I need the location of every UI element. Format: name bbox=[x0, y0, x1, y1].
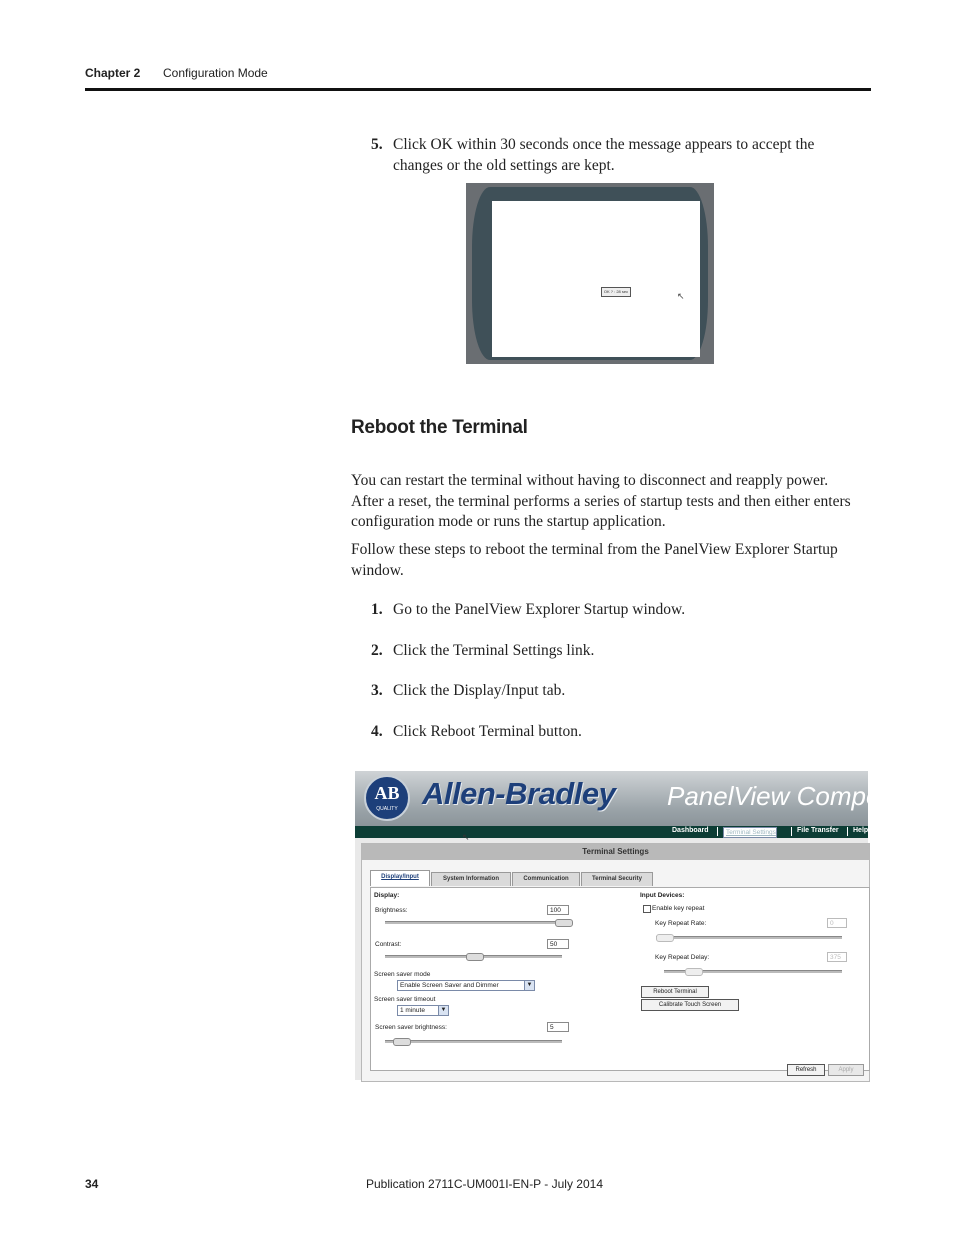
display-heading: Display: bbox=[374, 892, 400, 899]
paragraph-line: configuration mode or runs the startup application. bbox=[351, 513, 666, 530]
logo-quality: QUALITY bbox=[376, 806, 398, 812]
step-2 bbox=[371, 640, 851, 662]
step-number: 3. bbox=[371, 682, 383, 699]
banner bbox=[355, 771, 895, 826]
product-name: PanelView Compon bbox=[667, 781, 895, 811]
reboot-terminal-button[interactable]: Reboot Terminal bbox=[641, 986, 709, 998]
step-text-line2: changes or the old settings are kept. bbox=[393, 157, 615, 174]
apply-button[interactable]: Apply bbox=[828, 1064, 864, 1076]
nav-file-transfer[interactable]: File Transfer bbox=[797, 827, 839, 834]
section-heading: Reboot the Terminal bbox=[351, 417, 528, 438]
contrast-input[interactable]: 50 bbox=[547, 939, 569, 949]
contrast-slider-thumb[interactable] bbox=[466, 953, 484, 961]
step-text: Go to the PanelView Explorer Startup window. bbox=[393, 601, 686, 618]
panelview-explorer-figure bbox=[355, 771, 895, 1080]
step-3 bbox=[371, 680, 851, 702]
chapter-title: Configuration Mode bbox=[163, 66, 268, 80]
contrast-label: Contrast: bbox=[375, 941, 402, 948]
key-repeat-rate-input[interactable]: 0 bbox=[827, 918, 847, 928]
step-text: Click Reboot Terminal button. bbox=[393, 723, 582, 740]
nav-separator bbox=[847, 827, 848, 836]
brightness-input[interactable]: 100 bbox=[547, 905, 569, 915]
step-text: Click the Display/Input tab. bbox=[393, 682, 566, 699]
enable-key-repeat-checkbox[interactable] bbox=[643, 905, 651, 913]
terminal-bezel bbox=[472, 187, 708, 360]
publication-info: Publication 2711C-UM001I-EN-P - July 2014 bbox=[366, 1177, 604, 1191]
chevron-down-icon[interactable]: ▼ bbox=[524, 981, 534, 990]
brightness-slider-track[interactable] bbox=[385, 921, 571, 924]
calibrate-touch-screen-button[interactable]: Calibrate Touch Screen bbox=[641, 999, 739, 1011]
brightness-slider-thumb[interactable] bbox=[555, 919, 573, 927]
input-devices-heading: Input Devices: bbox=[640, 892, 685, 899]
step-5 bbox=[371, 134, 851, 178]
chapter-label: Chapter 2 bbox=[85, 66, 141, 80]
nav-help[interactable]: Help bbox=[853, 827, 869, 834]
mouse-pointer-icon: ↖ bbox=[677, 291, 685, 301]
chevron-down-icon[interactable]: ▼ bbox=[438, 1006, 448, 1015]
terminal-screen-figure bbox=[466, 183, 714, 364]
tab-system-information[interactable]: System Information bbox=[431, 872, 511, 886]
key-repeat-rate-slider-thumb[interactable] bbox=[656, 934, 674, 942]
step-number: 1. bbox=[371, 601, 383, 618]
header-rule bbox=[85, 88, 871, 91]
screen-saver-mode-select[interactable] bbox=[397, 980, 535, 991]
section-paragraph-1 bbox=[351, 471, 871, 533]
step-text-line1: Click OK within 30 seconds once the message appears to accept the bbox=[393, 136, 815, 153]
step-1 bbox=[371, 599, 851, 621]
allen-bradley-logo bbox=[364, 775, 410, 821]
step-text: Click the Terminal Settings link. bbox=[393, 642, 595, 659]
brightness-label: Brightness: bbox=[375, 907, 408, 914]
screen-saver-brightness-slider-track[interactable] bbox=[385, 1040, 562, 1043]
screen-saver-brightness-slider-thumb[interactable] bbox=[393, 1038, 411, 1046]
terminal-display bbox=[492, 201, 700, 357]
nav-terminal-settings[interactable]: Terminal Settings bbox=[723, 827, 777, 838]
nav-separator bbox=[791, 827, 792, 836]
screen-saver-timeout-label: Screen saver timeout bbox=[374, 996, 436, 1003]
tab-terminal-security[interactable]: Terminal Security bbox=[581, 872, 653, 886]
section-paragraph-2 bbox=[351, 540, 871, 581]
key-repeat-delay-input[interactable]: 375 bbox=[827, 952, 847, 962]
screen-saver-mode-value: Enable Screen Saver and Dimmer bbox=[400, 982, 499, 989]
panel-title: Terminal Settings bbox=[362, 844, 869, 860]
ok-countdown-message[interactable]: OK ? : 28 sec bbox=[601, 287, 631, 297]
enable-key-repeat-label: Enable key repeat bbox=[652, 905, 705, 912]
page-number: 34 bbox=[85, 1177, 99, 1191]
step-number: 4. bbox=[371, 723, 383, 740]
step-number: 2. bbox=[371, 642, 383, 659]
refresh-button[interactable]: Refresh bbox=[787, 1064, 825, 1076]
terminal-settings-panel bbox=[361, 843, 870, 1082]
mouse-pointer-icon: ↖ bbox=[462, 832, 470, 842]
step-number: 5. bbox=[371, 136, 383, 153]
key-repeat-rate-label: Key Repeat Rate: bbox=[655, 920, 707, 927]
paragraph-line: Follow these steps to reboot the terminal from the PanelView Explorer Startup bbox=[351, 541, 838, 558]
screen-saver-brightness-input[interactable]: 5 bbox=[547, 1022, 569, 1032]
paragraph-line: After a reset, the terminal performs a series of startup tests and then either enters bbox=[351, 492, 851, 510]
step-4 bbox=[371, 721, 851, 743]
screen-saver-timeout-value: 1 minute bbox=[400, 1007, 425, 1014]
nav-dashboard[interactable]: Dashboard bbox=[672, 827, 709, 834]
key-repeat-delay-label: Key Repeat Delay: bbox=[655, 954, 710, 961]
key-repeat-rate-slider-track[interactable] bbox=[656, 936, 842, 939]
screen-saver-mode-label: Screen saver mode bbox=[374, 971, 431, 978]
nav-separator bbox=[717, 827, 718, 836]
brand-name: Allen-Bradley bbox=[422, 776, 616, 811]
paragraph-line: You can restart the terminal without having to disconnect and reapply power. bbox=[351, 472, 829, 489]
tab-display-input[interactable]: Display/Input bbox=[370, 870, 430, 886]
key-repeat-delay-slider-thumb[interactable] bbox=[685, 968, 703, 976]
screen-saver-timeout-select[interactable] bbox=[397, 1005, 449, 1016]
logo-letters: AB bbox=[374, 783, 400, 803]
tab-communication[interactable]: Communication bbox=[512, 872, 580, 886]
screen-saver-brightness-label: Screen saver brightness: bbox=[375, 1024, 447, 1031]
paragraph-line: window. bbox=[351, 561, 404, 579]
display-input-content bbox=[370, 887, 870, 1071]
